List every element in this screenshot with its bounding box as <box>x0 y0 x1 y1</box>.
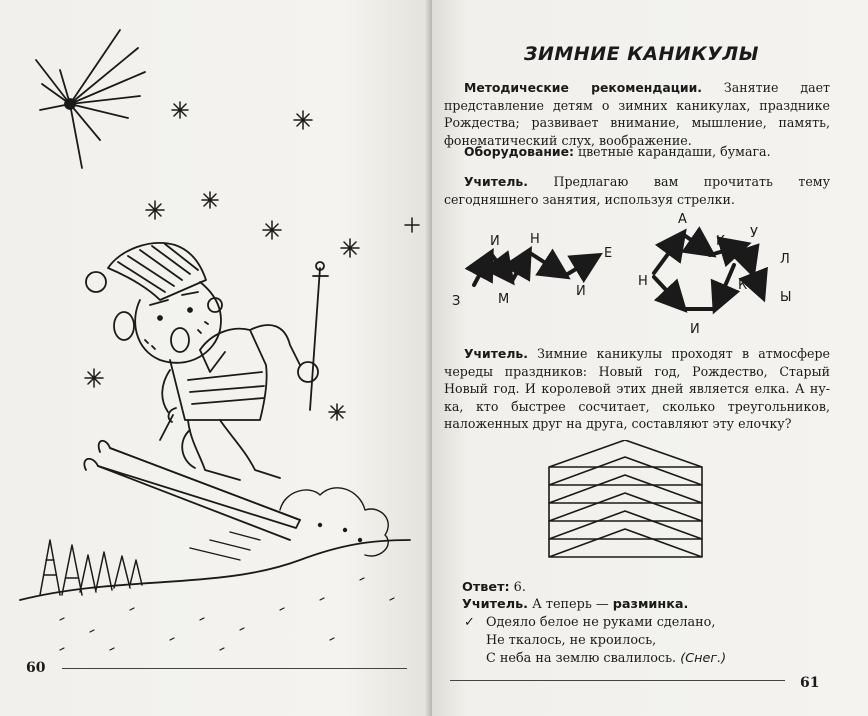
puzzle-letter-2-3: И <box>690 322 700 337</box>
equipment-text: цветные карандаши, бумага. <box>573 144 771 159</box>
legs <box>182 420 280 480</box>
teacher-text-2: Зимние каникулы проходят в атмосфере череды праздников: Новый год, Рождество, Старый Новый год. И королевой этих дней является елка. А ну-ка, кто быстрее сосчитает, сколько треугольников, наложенных друг на друга, составляют эту елочку? <box>444 346 830 431</box>
answer-value: 6. <box>509 580 526 595</box>
teacher-label: Учитель. <box>464 174 528 189</box>
puzzle-letter-2-8: Ы <box>780 290 792 305</box>
teacher-text: Предлагаю вам прочитать тему сегодняшнего занятия, используя стрелки. <box>444 174 830 207</box>
teacher-label-2: Учитель. <box>464 346 528 361</box>
warmup-text: А теперь — <box>528 597 613 612</box>
methods-paragraph <box>444 79 830 149</box>
puzzle-letter-2-7: Л <box>780 252 790 267</box>
hill <box>20 540 410 650</box>
teacher-paragraph-1 <box>444 173 830 208</box>
answer-line <box>462 580 526 595</box>
riddle-line-3: С неба на землю свалилось. (Снег.) <box>486 651 727 666</box>
warmup-line <box>462 597 688 612</box>
puzzle-letter-1-1: З <box>452 294 461 309</box>
snow-splash <box>190 488 388 560</box>
riddle-line-2: Не ткалось, не кроилось, <box>486 633 657 648</box>
riddle-answer: (Снег.) <box>680 651 727 666</box>
page-number-right: 61 <box>800 675 820 691</box>
puzzle-letter-2-6: У <box>750 226 758 241</box>
page-title: ЗИМНИЕ КАНИКУЛЫ <box>524 43 759 65</box>
puzzle-letter-1-6: Е <box>604 246 613 261</box>
puzzle-letter-2-1: Н <box>638 274 648 289</box>
puzzle-letter-2-4: К <box>716 234 726 249</box>
triangle-tree-figure <box>432 440 868 580</box>
tree-icons <box>40 540 142 595</box>
skier-illustration <box>0 0 430 716</box>
puzzle-letter-2-5: К <box>738 278 748 293</box>
hat <box>86 243 206 300</box>
puzzle-letter-1-5: И <box>576 284 586 299</box>
puzzle-letter-1-4: Н <box>530 232 540 247</box>
sun-icon <box>36 30 145 168</box>
footer-rule <box>62 668 407 669</box>
checkmark-icon: ✓ <box>464 615 475 630</box>
body <box>162 325 318 422</box>
left-page <box>0 0 430 716</box>
equipment-paragraph <box>444 143 830 161</box>
warmup-bold: разминка. <box>612 597 689 612</box>
answer-label: Ответ: <box>462 580 510 595</box>
teacher-paragraph-2 <box>444 345 830 433</box>
riddle <box>462 614 726 668</box>
puzzle-letter-1-2: И <box>490 234 500 249</box>
head <box>114 282 222 363</box>
riddle-line-1: ✓ Одеяло белое не руками сделано, <box>464 615 716 630</box>
equipment-label: Оборудование: <box>464 144 574 159</box>
methods-text: Занятие дает представление детям о зимних каникулах, празднике Рождества; развивает внимание, мышление, память, фонематический слух, воображение. <box>444 80 830 148</box>
page-number: 60 <box>26 660 46 676</box>
warmup-label: Учитель. <box>462 597 529 612</box>
footer-rule-right <box>450 680 785 681</box>
methods-label: Методические рекомендации. <box>464 80 702 95</box>
puzzle-letter-2-2: А <box>678 212 687 227</box>
skis <box>84 441 300 540</box>
puzzle-letter-1-3: М <box>498 292 510 307</box>
arrow-letter-puzzle <box>432 205 868 345</box>
right-page <box>432 0 868 716</box>
